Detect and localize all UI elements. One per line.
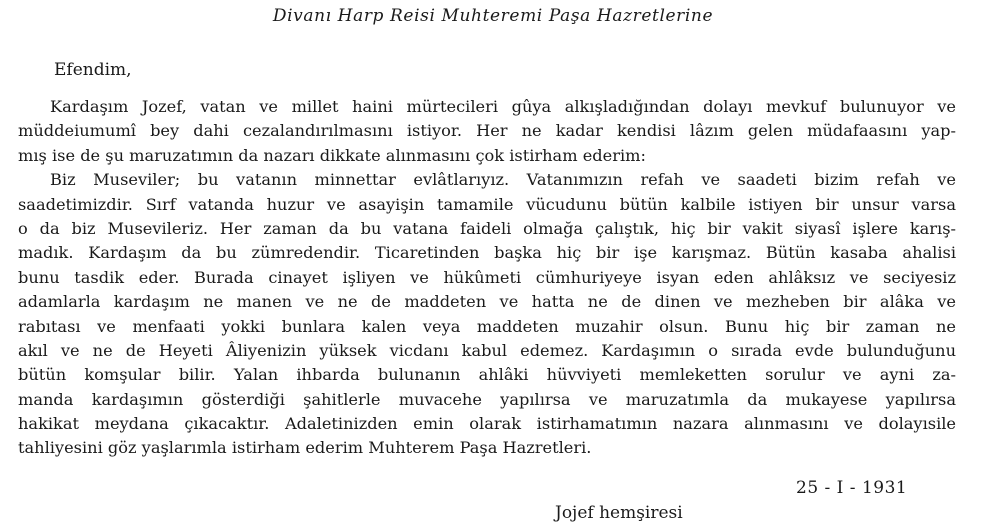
body-line: Biz Museviler; bu vatanın minnettar evlâtlarıyız. Vatanımızın refah ve saadeti bizim refah ve (50, 170, 956, 190)
body-line: akıl ve ne de Heyeti Âliyenizin yüksek vicdanı kabul edemez. Kardaşımın o sırada evde bulunduğunu (18, 340, 956, 360)
body-line: bunu tasdik eder. Burada cinayet işliyen ve hükûmeti cümhuriyeye isyan eden ahlâksız ve seciyesiz (18, 267, 956, 287)
letter-date: 25 - I - 1931 (796, 478, 908, 498)
letter-heading: Divanı Harp Reisi Muhteremi Paşa Hazretlerine (272, 6, 714, 26)
body-line: mış ise de şu maruzatımın da nazarı dikkate alınmasını çok istirham ederim: (18, 145, 646, 165)
body-line: tahliyesini göz yaşlarımla istirham ederim Muhterem Paşa Hazretleri. (18, 438, 592, 458)
body-line: hakikat meydana çıkacaktır. Adaletinizden emin olarak istirhamatımın nazara alınmasını ve dolayısile (18, 414, 956, 434)
body-line: manda kardaşımın gösterdiği şahitlerle muvacehe yapılırsa ve maruzatımla da mukayese yapılırsa (18, 389, 956, 409)
body-line: saadetimizdir. Sırf vatanda huzur ve asayişin tamamile vücudunu bütün kalbile istiyen bir unsur varsa (18, 194, 956, 214)
body-line: madık. Kardaşım da bu zümredendir. Ticaretinden başka hiç bir işe karışmaz. Bütün kasaba ahalisi (18, 243, 956, 263)
letter-body (18, 95, 956, 461)
body-line: Kardaşım Jozef, vatan ve millet haini mürtecileri gûya alkışladığından dolayı mevkuf bulunuyor ve (50, 97, 956, 116)
body-line: rabıtası ve menfaati yokki bunlara kalen veya maddeten muzahir olsun. Bunu hiç bir zaman ne (18, 316, 956, 336)
body-line: adamlarla kardaşım ne manen ve ne de maddeten ve hatta ne de dinen ve mezheben bir alâka ve (18, 292, 956, 312)
body-line: o da biz Musevileriz. Her zaman da bu vatana faideli olmağa çalıştık, hiç bir vakit siyasî işlere karış- (18, 218, 956, 238)
salutation: Efendim, (54, 60, 132, 80)
body-line: bütün komşular bilir. Yalan ihbarda bulunanın ahlâki hüvviyeti memleketten sorulur ve ayni za- (18, 365, 956, 385)
body-line: müddeiumumî bey dahi cezalandırılmasını istiyor. Her ne kadar kendisi lâzım gelen müdafaasını yap- (18, 121, 956, 141)
signature: Jojef hemşiresi (555, 503, 683, 523)
